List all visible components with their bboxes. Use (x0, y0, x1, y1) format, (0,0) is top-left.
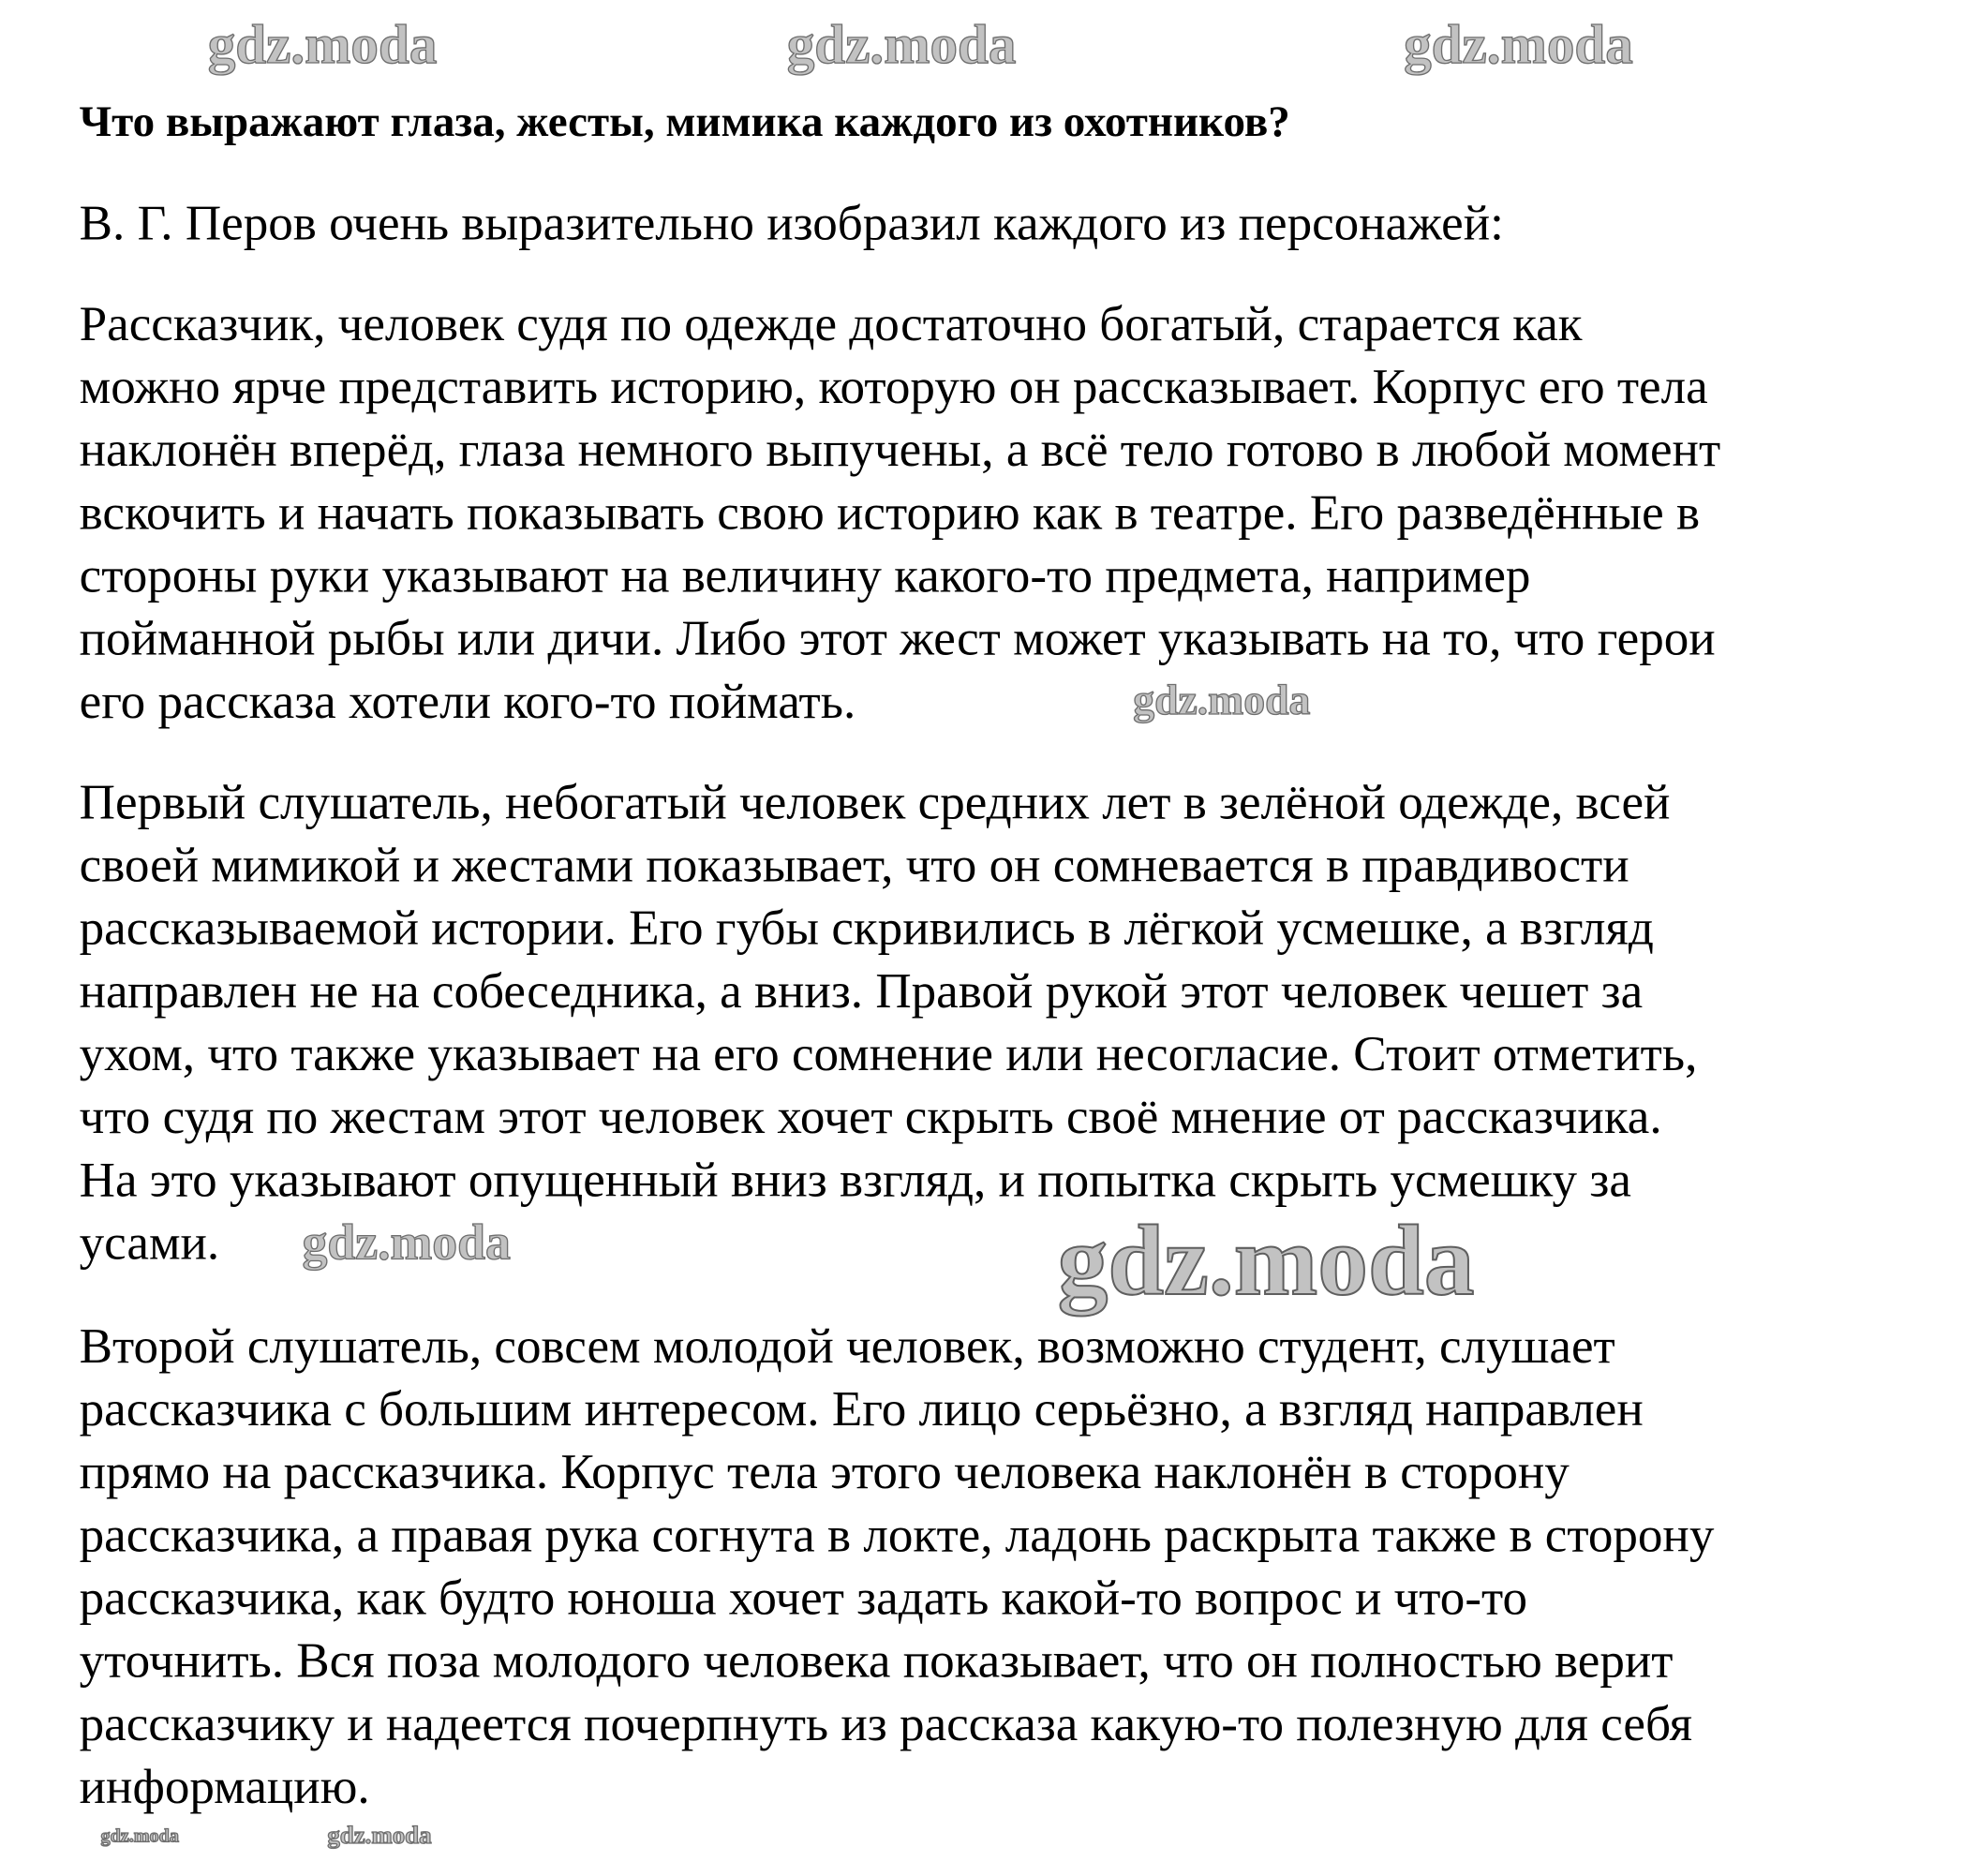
watermark: gdz.moda (1133, 677, 1311, 724)
paragraph-line: усами. (79, 1214, 220, 1271)
paragraph-line: его рассказа хотели кого-то поймать. (79, 673, 856, 729)
paragraph-line: стороны руки указывают на величину какого-то предмета, например (79, 547, 1531, 603)
question-heading: Что выражают глаза, жесты, мимика каждого из охотников? (79, 97, 1290, 146)
watermark: gdz.moda (302, 1213, 511, 1271)
paragraph-line: В. Г. Перов очень выразительно изобразил каждого из персонажей: (79, 195, 1504, 251)
watermark: gdz.moda (100, 1826, 179, 1848)
paragraph-line: рассказчика, а правая рука согнута в локте, ладонь раскрыта также в сторону (79, 1507, 1715, 1563)
paragraph-line: рассказчику и надеется почерпнуть из рассказа какую-то полезную для себя (79, 1695, 1693, 1751)
watermark: gdz.moda (207, 13, 438, 76)
paragraph-line: рассказчика с большим интересом. Его лицо серьёзно, а взгляд направлен (79, 1380, 1644, 1437)
paragraph-line: рассказчика, как будто юноша хочет задать какой-то вопрос и что-то (79, 1570, 1528, 1626)
paragraph-line: Второй слушатель, совсем молодой человек, возможно студент, слушает (79, 1318, 1615, 1374)
watermark: gdz.moda (1404, 13, 1633, 76)
paragraph-line: направлен не на собеседника, а вниз. Правой рукой этот человек чешет за (79, 962, 1644, 1019)
watermark: gdz.moda (327, 1822, 432, 1850)
paragraph-line: уточнить. Вся поза молодого человека показывает, что он полностью верит (79, 1632, 1674, 1689)
paragraph-line: наклонён вперёд, глаза немного выпучены, а всё тело готово в любой момент (79, 422, 1721, 478)
paragraph-line: Рассказчик, человек судя по одежде достаточно богатый, старается как (79, 295, 1583, 351)
paragraph-line: информацию. (79, 1759, 370, 1815)
paragraph-line: что судя по жестам этот человек хочет скрыть своё мнение от рассказчика. (79, 1089, 1662, 1145)
watermark: gdz.moda (786, 13, 1017, 76)
paragraph-line: Первый слушатель, небогатый человек средних лет в зелёной одежде, всей (79, 774, 1671, 830)
paragraph-line: вскочить и начать показывать свою историю как в театре. Его разведённые в (79, 484, 1701, 541)
paragraph-line: своей мимикой и жестами показывает, что он сомневается в правдивости (79, 837, 1629, 893)
paragraph-line: можно ярче представить историю, которую он рассказывает. Корпус его тела (79, 358, 1708, 415)
paragraph-line: На это указывают опущенный вниз взгляд, и попытка скрыть усмешку за (79, 1152, 1631, 1208)
paragraph-line: ухом, что также указывает на его сомнение или несогласие. Стоит отметить, (79, 1026, 1698, 1082)
paragraph-line: пойманной рыбы или дичи. Либо этот жест может указывать на то, что герои (79, 610, 1716, 666)
watermark-large: gdz.moda (1057, 1206, 1475, 1318)
paragraph-line: рассказываемой истории. Его губы скривились в лёгкой усмешке, а взгляд (79, 900, 1654, 956)
paragraph-line: прямо на рассказчика. Корпус тела этого человека наклонён в сторону (79, 1444, 1570, 1500)
